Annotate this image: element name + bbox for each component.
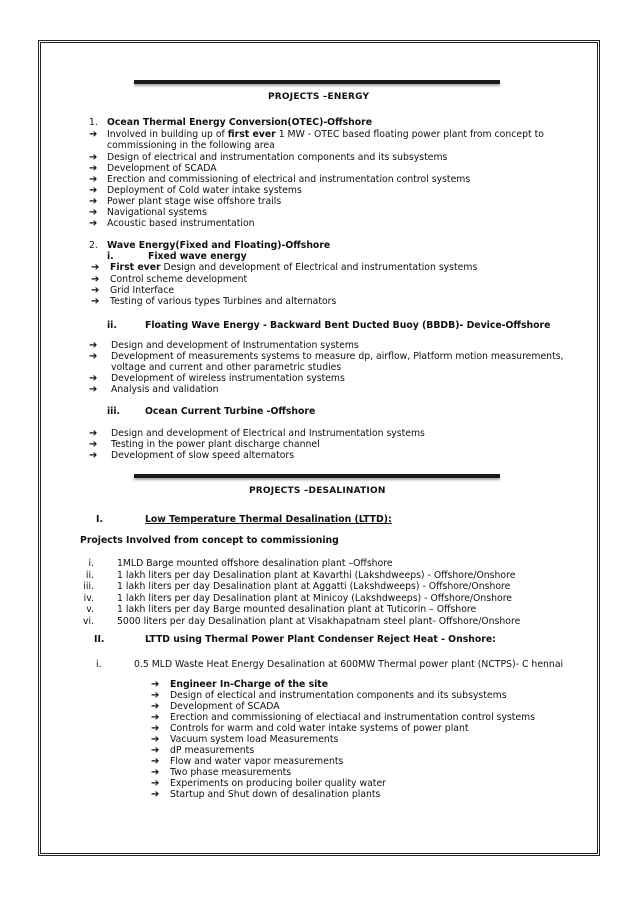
list-item: dP measurements <box>170 745 255 756</box>
arrow-bullet-icon: ➔ <box>151 701 160 712</box>
arrow-bullet-icon: ➔ <box>91 262 100 273</box>
projects-heading: Projects Involved from concept to commissioning <box>80 535 339 546</box>
list-item: Erection and commissioning of electrical and instrumentation control systems <box>107 174 471 185</box>
list-item: Development of SCADA <box>170 701 280 712</box>
arrow-bullet-icon: ➔ <box>89 152 98 163</box>
arrow-bullet-icon: ➔ <box>89 351 98 362</box>
arrow-bullet-icon: ➔ <box>151 723 160 734</box>
list-item: Power plant stage wise offshore trails <box>107 196 282 207</box>
list-item: Control scheme development <box>110 274 248 285</box>
project-number: iii. <box>83 581 94 592</box>
arrow-bullet-icon: ➔ <box>151 756 160 767</box>
arrow-bullet-icon: ➔ <box>91 296 100 307</box>
arrow-bullet-icon: ➔ <box>91 285 100 296</box>
project-item: 5000 liters per day Desalination plant at Visakhapatnam steel plant- Offshore/Onshore <box>117 615 521 627</box>
list-item: Testing in the power plant discharge channel <box>111 439 320 450</box>
arrow-bullet-icon: ➔ <box>89 196 98 207</box>
list-item: Development of measurements systems to measure dp, airflow, Platform motion measurements, <box>111 351 564 362</box>
arrow-bullet-icon: ➔ <box>151 745 160 756</box>
list-item: Navigational systems <box>107 207 207 218</box>
project-item: 1 lakh liters per day Desalination plant at Kavarthi (Lakshdweeps) - Offshore/Onshore <box>117 569 516 581</box>
arrow-bullet-icon: ➔ <box>89 384 98 395</box>
wave-sub-iii-num: iii. <box>107 406 121 417</box>
arrow-bullet-icon: ➔ <box>151 778 160 789</box>
arrow-bullet-icon: ➔ <box>89 428 98 439</box>
arrow-bullet-icon: ➔ <box>151 734 160 745</box>
project-item: 1 lakh liters per day Barge mounted desalination plant at Tuticorin – Offshore <box>117 604 477 615</box>
desal-title: PROJECTS –DESALINATION <box>249 486 386 496</box>
arrow-bullet-icon: ➔ <box>89 340 98 351</box>
arrow-bullet-icon: ➔ <box>151 712 160 723</box>
list-item: Controls for warm and cold water intake systems of power plant <box>170 723 469 734</box>
list-item: Design of electrical and instrumentation components and its subsystems <box>107 152 448 163</box>
arrow-bullet-icon: ➔ <box>89 373 98 384</box>
list-item: Experiments on producing boiler quality water <box>170 778 386 789</box>
list-item: Testing of various types Turbines and alternators <box>110 296 337 307</box>
lttd2-heading: LTTD using Thermal Power Plant Condenser Reject Heat - Onshore: <box>145 634 496 645</box>
wave-sub-ii-num: ii. <box>107 320 117 331</box>
lttd2-number: II. <box>94 634 105 645</box>
lttd2-item-number: i. <box>96 659 102 670</box>
project-item: 1 lakh liters per day Desalination plant at Aggatti (Lakshdweeps) - Offshore/Onshore <box>117 581 511 592</box>
wave-sub-ii: Floating Wave Energy - Backward Bent Ducted Buoy (BBDB)- Device-Offshore <box>145 320 551 331</box>
list-item: Development of slow speed alternators <box>111 450 295 461</box>
list-item: Development of wireless instrumentation systems <box>111 373 345 384</box>
otec-heading: Ocean Thermal Energy Conversion(OTEC)-Offshore <box>107 117 373 128</box>
arrow-bullet-icon: ➔ <box>89 450 98 461</box>
list-item: Grid Interface <box>110 285 175 296</box>
project-number: ii. <box>85 569 94 581</box>
list-item: voltage and current and other parametric studies <box>111 362 342 373</box>
arrow-bullet-icon: ➔ <box>89 174 98 185</box>
arrow-bullet-icon: ➔ <box>89 129 98 140</box>
arrow-bullet-icon: ➔ <box>89 163 98 174</box>
wave-sub-iii: Ocean Current Turbine -Offshore <box>145 406 316 417</box>
project-number: i. <box>88 558 94 569</box>
arrow-bullet-icon: ➔ <box>91 274 100 285</box>
arrow-bullet-icon: ➔ <box>151 767 160 778</box>
list-item: Vacuum system load Measurements <box>170 734 339 745</box>
arrow-bullet-icon: ➔ <box>89 439 98 450</box>
engineer-heading: Engineer In-Charge of the site <box>170 679 329 690</box>
project-number: v. <box>86 604 94 615</box>
arrow-bullet-icon: ➔ <box>89 185 98 196</box>
lttd-heading: Low Temperature Thermal Desalination (LTTD): <box>145 514 392 525</box>
list-item: Erection and commissioning of electiacal and instrumentation control systems <box>170 712 536 723</box>
wave-first-line: First ever Design and development of Electrical and instrumentation systems <box>110 262 478 273</box>
arrow-bullet-icon: ➔ <box>89 207 98 218</box>
list-item: Design and development of Instrumentation systems <box>111 340 359 351</box>
wave-sub-i-num: i. <box>107 251 114 262</box>
energy-title: PROJECTS –ENERGY <box>268 92 370 102</box>
list-item: Two phase measurements <box>170 767 292 778</box>
list-item: Analysis and validation <box>111 384 219 395</box>
wave-number: 2. <box>89 240 98 251</box>
lttd2-item: 0.5 MLD Waste Heat Energy Desalination at 600MW Thermal power plant (NCTPS)- C hennai <box>134 659 564 670</box>
project-number: iv. <box>83 592 94 604</box>
otec-number: 1. <box>89 117 98 128</box>
list-item: Design and development of Electrical and Instrumentation systems <box>111 428 425 439</box>
list-item: Development of SCADA <box>107 163 217 174</box>
otec-first-line: Involved in building up of first ever 1 MW - OTEC based floating power plant from concept to <box>107 129 544 140</box>
project-number: vi. <box>82 615 94 627</box>
wave-sub-i: Fixed wave energy <box>148 251 247 262</box>
list-item: Flow and water vapor measurements <box>170 756 344 767</box>
list-item: Startup and Shut down of desalination plants <box>170 789 381 800</box>
lttd-number: I. <box>96 514 103 525</box>
project-item: 1 lakh liters per day Desalination plant at Minicoy (Lakshdweeps) - Offshore/Onshore <box>117 592 513 604</box>
otec-first-cont: commissioning in the following area <box>107 140 275 151</box>
list-item: Acoustic based instrumentation <box>107 218 255 229</box>
project-item: 1MLD Barge mounted offshore desalination plant –Offshore <box>117 558 393 569</box>
arrow-bullet-icon: ➔ <box>89 218 98 229</box>
wave-heading: Wave Energy(Fixed and Floating)-Offshore <box>107 240 331 251</box>
divider-bar <box>134 474 500 478</box>
arrow-bullet-icon: ➔ <box>151 690 160 701</box>
arrow-bullet-icon: ➔ <box>151 789 160 800</box>
list-item: Design of electical and instrumentation components and its subsystems <box>170 690 507 701</box>
arrow-bullet-icon: ➔ <box>151 679 160 690</box>
list-item: Deployment of Cold water intake systems <box>107 185 302 196</box>
divider-bar <box>134 80 500 84</box>
